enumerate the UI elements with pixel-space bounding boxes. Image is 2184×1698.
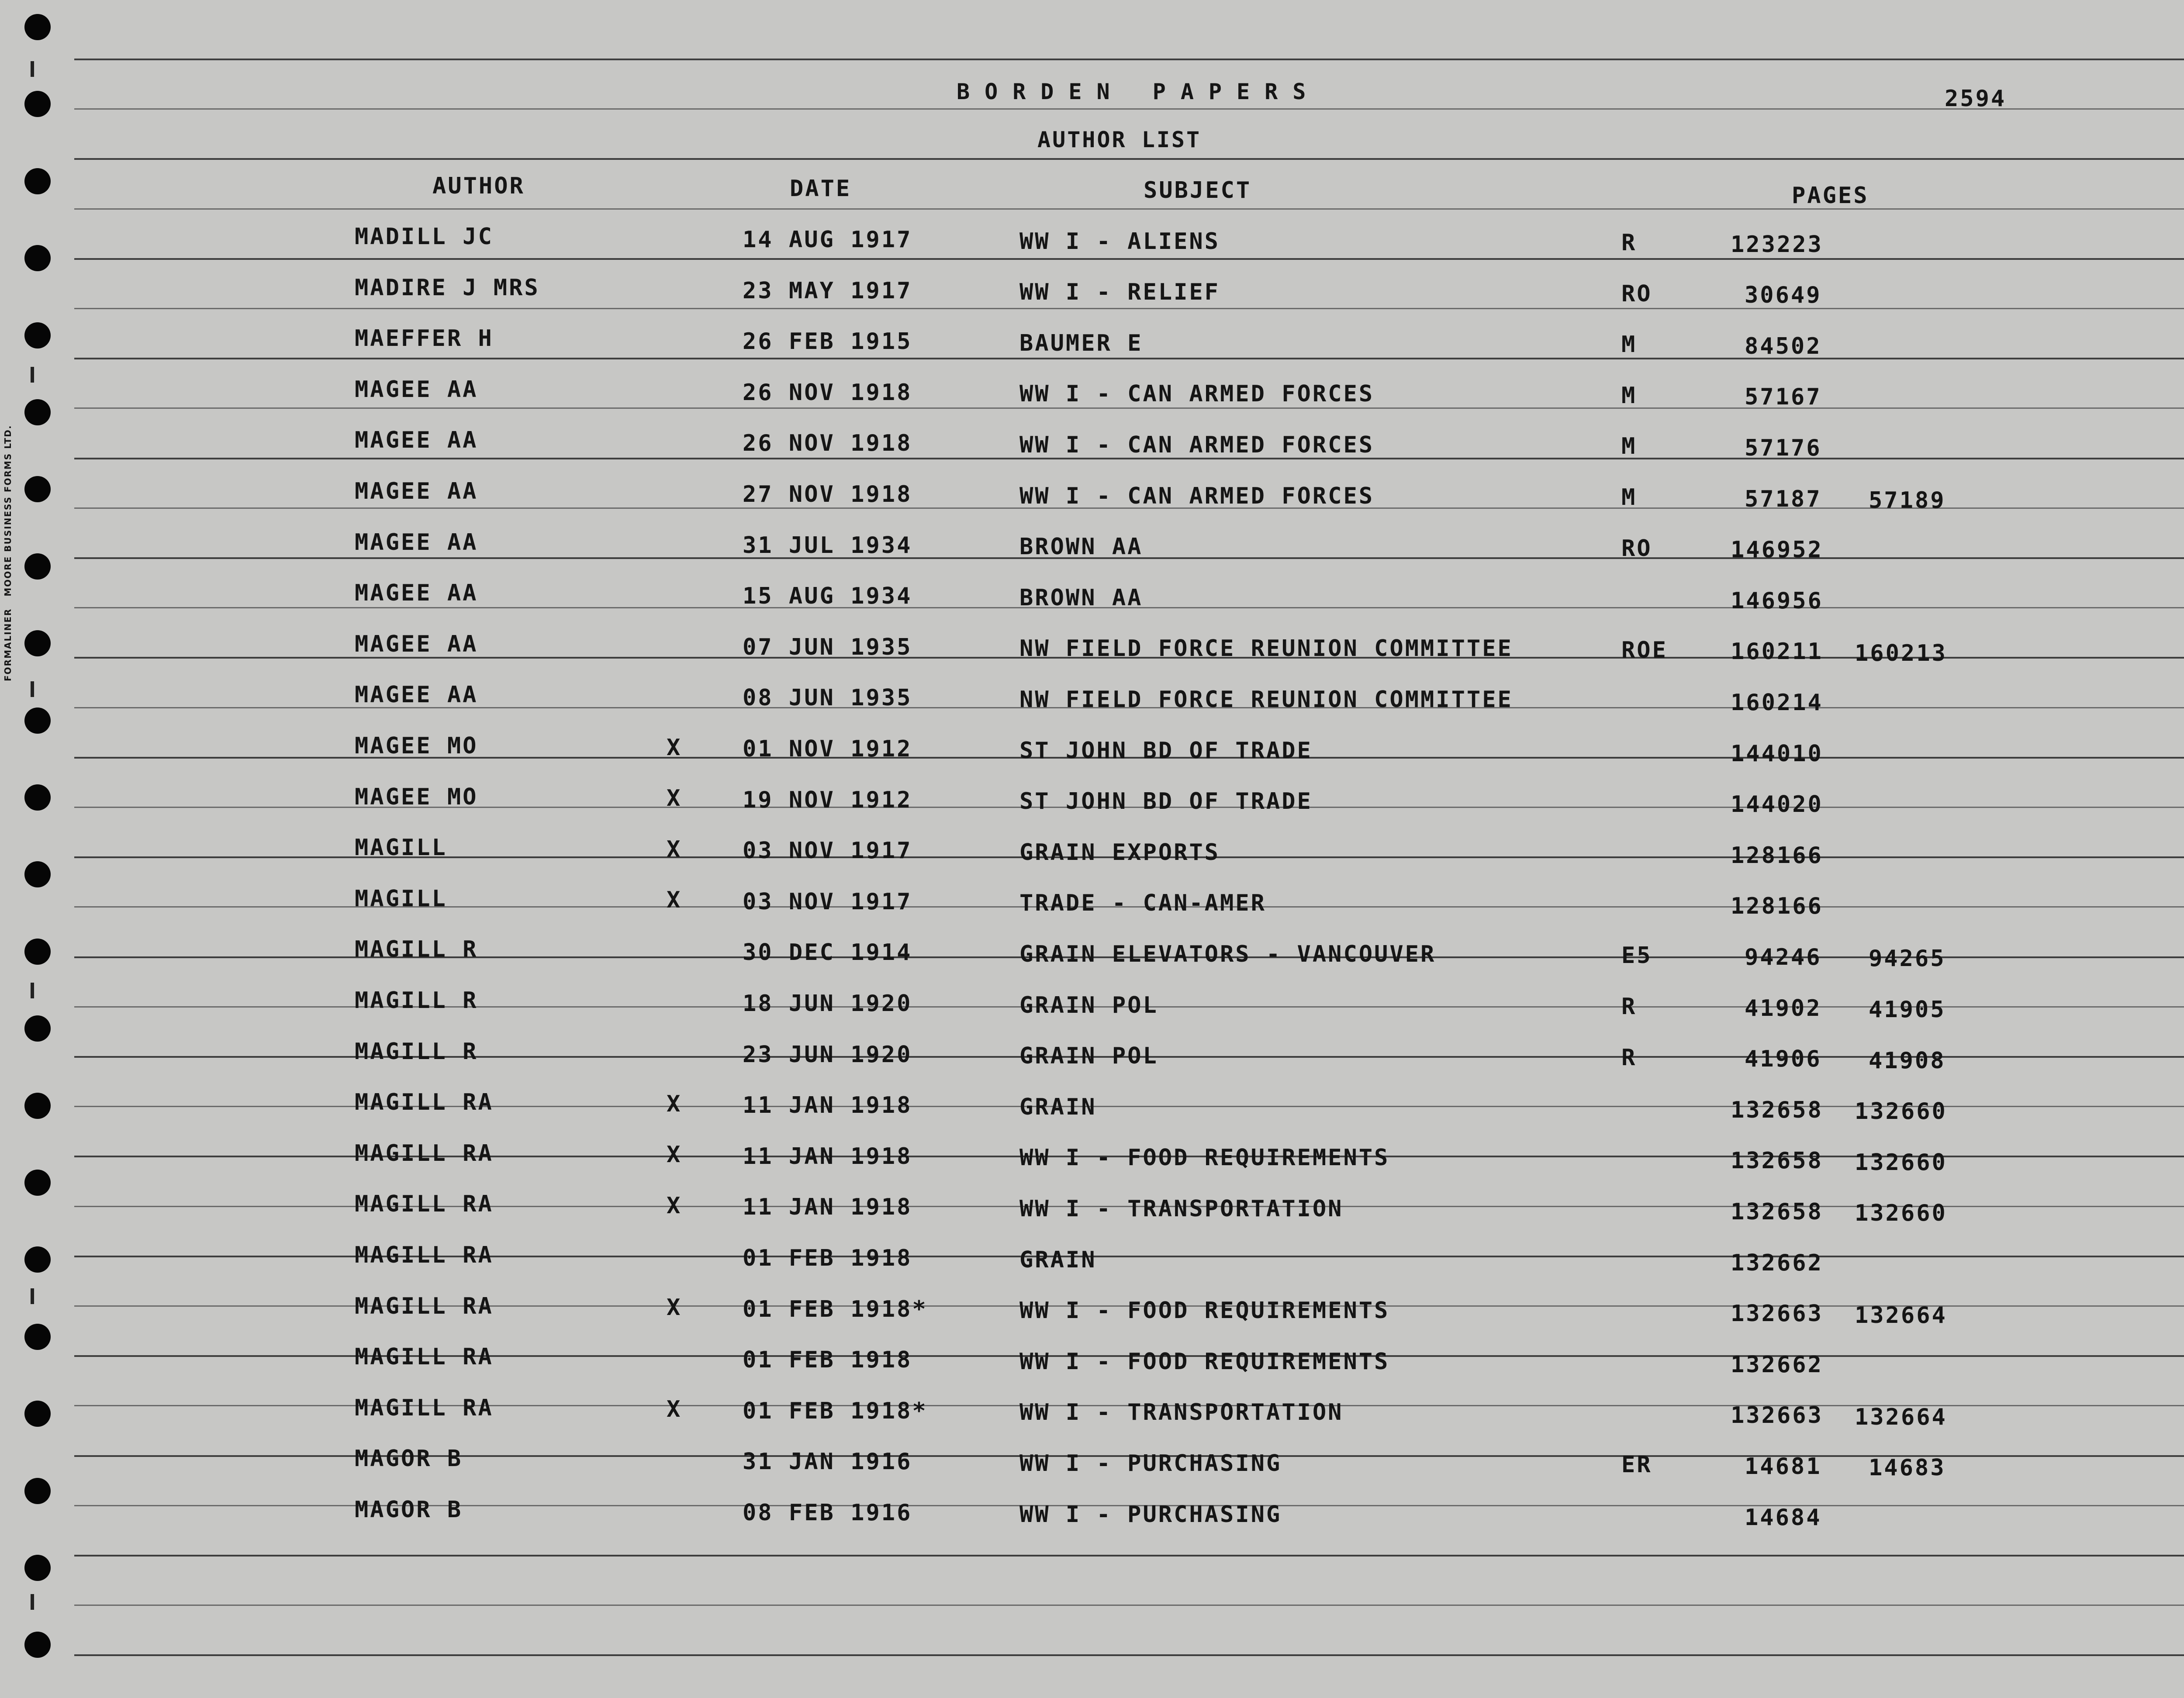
subject-cell: WW I - PURCHASING	[1019, 1450, 1282, 1477]
tractor-hole	[24, 168, 51, 194]
code-cell: M	[1621, 484, 1637, 511]
author-cell: MAGILL RA	[355, 1395, 494, 1421]
subject-cell: GRAIN POL	[1019, 992, 1158, 1018]
code-cell: R	[1621, 994, 1637, 1020]
author-cell: MAGILL RA	[355, 1344, 494, 1370]
form-rule	[74, 1555, 2184, 1556]
date-cell: 11 JAN 1918	[743, 1143, 912, 1170]
subject-cell: WW I - CAN ARMED FORCES	[1019, 381, 1375, 407]
tractor-hole	[24, 939, 51, 965]
tractor-hole	[24, 1555, 51, 1581]
perforation-mark	[31, 367, 34, 383]
subject-cell: ST JOHN BD OF TRADE	[1019, 738, 1313, 764]
side-imprint	[3, 424, 20, 1074]
side-imprint-text: FORMALINER MOORE BUSINESS FORMS LTD.	[3, 424, 13, 681]
subject-cell: GRAIN	[1019, 1094, 1097, 1120]
subject-cell: WW I - FOOD REQUIREMENTS	[1019, 1349, 1390, 1375]
document-title: BORDEN PAPERS	[957, 79, 1321, 104]
tractor-hole	[24, 1093, 51, 1119]
flag-cell: X	[667, 1091, 682, 1117]
subject-cell: WW I - TRANSPORTATION	[1019, 1399, 1344, 1425]
page-to-cell: 132660	[1855, 1200, 1947, 1226]
page-to-cell: 14683	[1869, 1455, 1946, 1481]
subject-cell: WW I - RELIEF	[1019, 279, 1220, 305]
perforation-mark	[31, 681, 34, 697]
tractor-hole	[24, 476, 51, 502]
page-from-cell: 160214	[1731, 690, 1823, 716]
author-cell: MAGILL RA	[355, 1140, 494, 1167]
date-cell: 01 FEB 1918*	[743, 1398, 928, 1424]
perforation-mark	[31, 1594, 34, 1610]
author-cell: MAEFFER H	[355, 325, 494, 352]
page-from-cell: 30649	[1745, 282, 1822, 308]
flag-cell: X	[667, 785, 682, 811]
flag-cell: X	[667, 1396, 682, 1422]
author-cell: MAGILL RA	[355, 1293, 494, 1319]
date-cell: 08 FEB 1916	[743, 1500, 912, 1526]
page-to-cell: 132664	[1855, 1302, 1947, 1329]
flag-cell: X	[667, 1142, 682, 1168]
date-cell: 01 FEB 1918	[743, 1245, 912, 1271]
code-cell: ROE	[1621, 637, 1668, 663]
date-cell: 19 NOV 1912	[743, 787, 912, 813]
subject-cell: WW I - ALIENS	[1019, 228, 1220, 255]
subject-cell: BROWN AA	[1019, 534, 1143, 560]
page-to-cell: 94265	[1869, 946, 1946, 972]
tractor-hole	[24, 322, 51, 349]
author-cell: MAGEE AA	[355, 478, 478, 504]
date-cell: 26 NOV 1918	[743, 430, 912, 456]
code-cell: M	[1621, 433, 1637, 459]
tractor-hole	[24, 14, 51, 40]
page-from-cell: 146956	[1731, 588, 1823, 614]
flag-cell: X	[667, 887, 682, 913]
code-cell: ER	[1621, 1452, 1652, 1478]
author-cell: MAGEE AA	[355, 376, 478, 403]
flag-cell: X	[667, 735, 682, 761]
tractor-hole	[24, 245, 51, 271]
author-cell: MAGILL	[355, 835, 447, 861]
page-from-cell: 132662	[1731, 1250, 1823, 1276]
author-cell: MAGILL RA	[355, 1089, 494, 1115]
perforation-mark	[31, 983, 34, 998]
page-from-cell: 144010	[1731, 741, 1823, 767]
flag-cell: X	[667, 1294, 682, 1321]
date-cell: 03 NOV 1917	[743, 838, 912, 864]
author-cell: MAGEE AA	[355, 631, 478, 657]
flag-cell: X	[667, 1193, 682, 1219]
form-rule	[74, 407, 2184, 409]
author-cell: MAGEE AA	[355, 427, 478, 453]
subject-cell: GRAIN ELEVATORS - VANCOUVER	[1019, 941, 1436, 967]
author-cell: MAGILL R	[355, 987, 478, 1014]
form-rule	[74, 108, 2184, 110]
author-cell: MAGILL RA	[355, 1191, 494, 1217]
subject-cell: BAUMER E	[1019, 330, 1143, 356]
author-cell: MAGEE AA	[355, 682, 478, 708]
column-header-subject: SUBJECT	[1144, 177, 1252, 204]
page-from-cell: 41902	[1745, 995, 1822, 1022]
code-cell: RO	[1621, 535, 1652, 562]
page-from-cell: 144020	[1731, 791, 1823, 818]
page-from-cell: 128166	[1731, 842, 1823, 869]
subject-cell: GRAIN EXPORTS	[1019, 839, 1220, 866]
code-cell: M	[1621, 383, 1637, 409]
tractor-hole	[24, 1170, 51, 1196]
column-header-date: DATE	[790, 176, 852, 202]
author-cell: MAGEE MO	[355, 784, 478, 810]
column-header-pages: PAGES	[1792, 183, 1869, 209]
code-cell: R	[1621, 1045, 1637, 1071]
author-cell: MAGILL R	[355, 1039, 478, 1065]
page-to-cell: 41908	[1869, 1048, 1946, 1074]
subject-cell: GRAIN	[1019, 1247, 1097, 1273]
page-from-cell: 57167	[1745, 384, 1822, 410]
author-cell: MAGOR B	[355, 1446, 463, 1472]
perforation-mark	[31, 1288, 34, 1304]
author-cell: MAGEE AA	[355, 529, 478, 556]
page-from-cell: 128166	[1731, 893, 1823, 919]
date-cell: 01 FEB 1918*	[743, 1296, 928, 1322]
subject-cell: WW I - FOOD REQUIREMENTS	[1019, 1145, 1390, 1171]
page-from-cell: 41906	[1745, 1046, 1822, 1072]
tractor-hole	[24, 1401, 51, 1427]
page-from-cell: 57176	[1745, 435, 1822, 461]
date-cell: 08 JUN 1935	[743, 685, 912, 711]
page-from-cell: 14684	[1745, 1505, 1822, 1531]
form-rule	[74, 158, 2184, 160]
subject-cell: NW FIELD FORCE REUNION COMMITTEE	[1019, 635, 1513, 662]
author-cell: MADILL JC	[355, 224, 494, 250]
date-cell: 11 JAN 1918	[743, 1092, 912, 1118]
tractor-hole	[24, 1015, 51, 1042]
page-number: 2594	[1945, 86, 2007, 112]
page-to-cell: 41905	[1869, 997, 1946, 1023]
date-cell: 03 NOV 1917	[743, 889, 912, 915]
page-from-cell: 132662	[1731, 1352, 1823, 1378]
subject-cell: WW I - FOOD REQUIREMENTS	[1019, 1298, 1390, 1324]
page-to-cell: 160213	[1855, 640, 1947, 666]
author-cell: MAGOR B	[355, 1497, 463, 1523]
tractor-hole	[24, 1324, 51, 1350]
perforation-mark	[31, 61, 34, 77]
tractor-hole	[24, 630, 51, 656]
subject-cell: ST JOHN BD OF TRADE	[1019, 788, 1313, 814]
page-to-cell: 132660	[1855, 1149, 1947, 1176]
tractor-hole	[24, 91, 51, 117]
author-cell: MAGILL R	[355, 936, 478, 963]
page-from-cell: 146952	[1731, 537, 1823, 563]
page-from-cell: 123223	[1731, 231, 1823, 258]
tractor-hole	[24, 861, 51, 887]
date-cell: 23 MAY 1917	[743, 278, 912, 304]
code-cell: R	[1621, 230, 1637, 256]
tractor-hole	[24, 1478, 51, 1504]
author-cell: MAGEE AA	[355, 580, 478, 606]
author-cell: MAGILL	[355, 886, 447, 912]
code-cell: RO	[1621, 281, 1652, 307]
date-cell: 30 DEC 1914	[743, 939, 912, 966]
author-cell: MAGILL RA	[355, 1242, 494, 1268]
form-rule	[74, 358, 2184, 359]
date-cell: 26 FEB 1915	[743, 328, 912, 355]
tractor-hole	[24, 399, 51, 425]
subject-cell: WW I - PURCHASING	[1019, 1501, 1282, 1528]
page-from-cell: 14681	[1745, 1453, 1822, 1480]
date-cell: 27 NOV 1918	[743, 481, 912, 507]
form-rule	[74, 308, 2184, 309]
page-from-cell: 94246	[1745, 944, 1822, 970]
page-from-cell: 132658	[1731, 1097, 1823, 1123]
code-cell: E5	[1621, 942, 1652, 969]
tractor-hole	[24, 784, 51, 811]
subject-cell: GRAIN POL	[1019, 1043, 1158, 1069]
tractor-hole	[24, 553, 51, 580]
page-from-cell: 84502	[1745, 333, 1822, 359]
flag-cell: X	[667, 836, 682, 863]
subject-cell: NW FIELD FORCE REUNION COMMITTEE	[1019, 687, 1513, 713]
form-rule	[74, 59, 2184, 60]
date-cell: 01 FEB 1918	[743, 1347, 912, 1373]
column-header-author: AUTHOR	[432, 173, 525, 199]
page-from-cell: 132663	[1731, 1301, 1823, 1327]
date-cell: 18 JUN 1920	[743, 990, 912, 1017]
page-to-cell: 132660	[1855, 1098, 1947, 1125]
subject-cell: TRADE - CAN-AMER	[1019, 890, 1266, 916]
date-cell: 01 NOV 1912	[743, 736, 912, 762]
tractor-hole	[24, 1632, 51, 1658]
form-rule	[74, 258, 2184, 260]
date-cell: 31 JAN 1916	[743, 1449, 912, 1475]
form-rule	[74, 1654, 2184, 1656]
subject-cell: WW I - TRANSPORTATION	[1019, 1196, 1344, 1222]
form-rule	[74, 1605, 2184, 1606]
page-from-cell: 132658	[1731, 1199, 1823, 1225]
date-cell: 07 JUN 1935	[743, 634, 912, 660]
page-from-cell: 132663	[1731, 1402, 1823, 1429]
date-cell: 11 JAN 1918	[743, 1194, 912, 1220]
page-to-cell: 132664	[1855, 1404, 1947, 1430]
date-cell: 23 JUN 1920	[743, 1042, 912, 1068]
subject-cell: WW I - CAN ARMED FORCES	[1019, 432, 1375, 458]
author-cell: MADIRE J MRS	[355, 275, 540, 301]
author-cell: MAGEE MO	[355, 733, 478, 759]
date-cell: 31 JUL 1934	[743, 532, 912, 559]
subject-cell: BROWN AA	[1019, 585, 1143, 611]
page-from-cell: 132658	[1731, 1148, 1823, 1174]
page-from-cell: 57187	[1745, 486, 1822, 512]
subject-cell: WW I - CAN ARMED FORCES	[1019, 483, 1375, 509]
tractor-hole	[24, 1246, 51, 1273]
page-to-cell: 57189	[1869, 487, 1946, 514]
list-title: AUTHOR LIST	[1037, 127, 1202, 152]
date-cell: 14 AUG 1917	[743, 227, 912, 253]
date-cell: 15 AUG 1934	[743, 583, 912, 609]
tractor-hole	[24, 708, 51, 734]
code-cell: M	[1621, 331, 1637, 358]
page-from-cell: 160211	[1731, 638, 1823, 665]
date-cell: 26 NOV 1918	[743, 380, 912, 406]
